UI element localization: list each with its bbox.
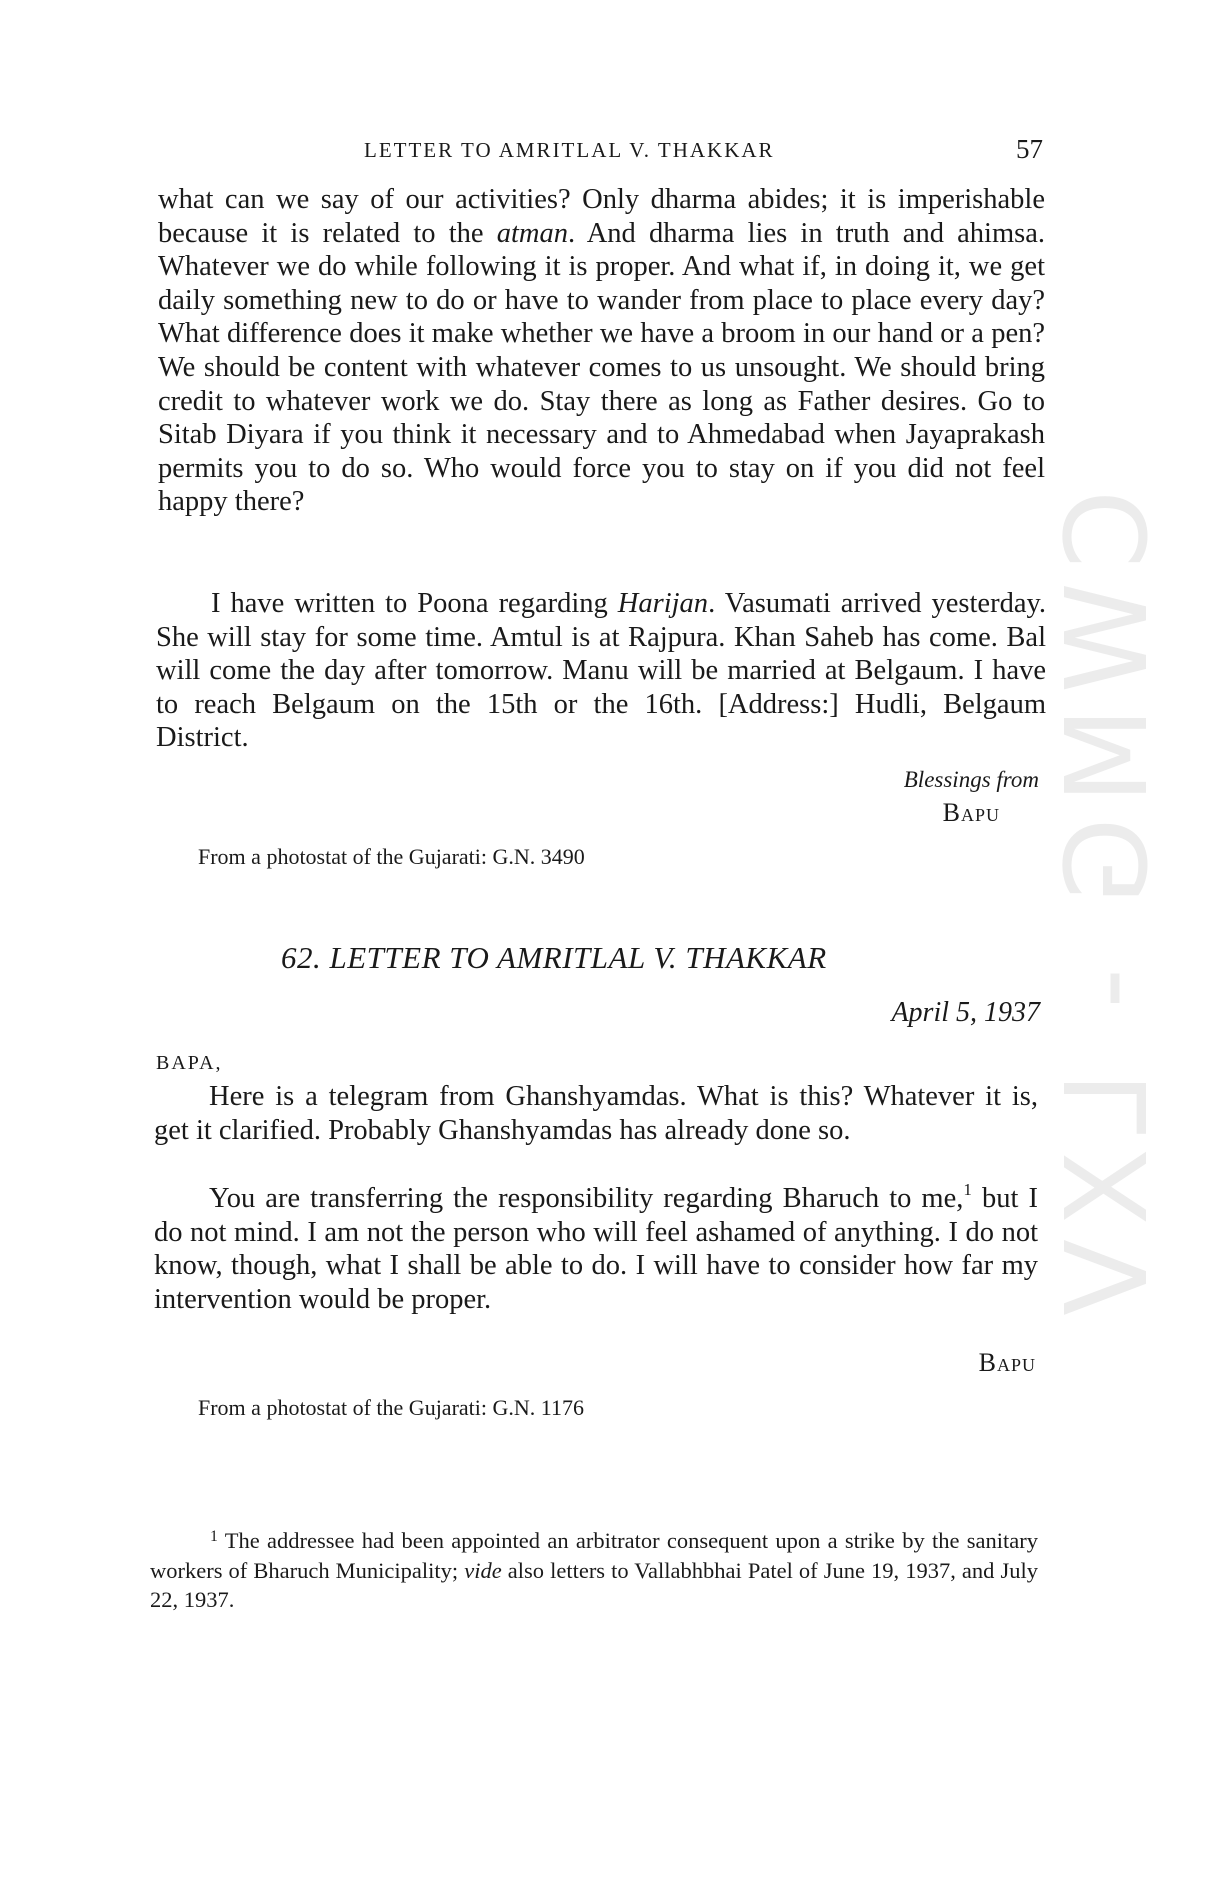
signature: Bapu [978, 1348, 1036, 1377]
letter-date: April 5, 1937 [891, 997, 1040, 1028]
footnote-marker: 1 [210, 1527, 218, 1545]
letter-paragraph-1: Here is a telegram from Ghanshyamdas. What is this? Whatever it is, get it clarified. Probably Ghanshyamdas has already done so. [154, 1081, 1038, 1146]
letter-paragraph-2: You are transferring the responsibility regarding Bharuch to me,$^1$ but I do not mind. I am not the person who will feel ashamed of anything. I do not know, though, what I shall be able to do. I will have to consider how far my intervention would be proper. [154, 1180, 1038, 1315]
source-note: From a photostat of the Gujarati: G.N. 1176 [198, 1395, 584, 1420]
running-head: LETTER TO AMRITLAL V. THAKKAR [364, 138, 775, 162]
salutation: BAPA, [156, 1052, 223, 1074]
source-note: From a photostat of the Gujarati: G.N. 3490 [198, 844, 585, 869]
previous-letter-paragraph-2: I have written to Poona regarding Harijan. Vasumati arrived yesterday. She will stay for some time. Amtul is at Rajpura. Khan Saheb has come. Bal will come the day after tomorrow. Manu will be married at Belgaum. I have to reach Belgaum on the 15th or the 16th. [Address:] Hudli, Belgaum District. [156, 588, 1046, 754]
footnote-reference[interactable]: 1 [963, 1180, 972, 1200]
page-header [0, 134, 1229, 174]
letter-title: 62. LETTER TO AMRITLAL V. THAKKAR [281, 940, 827, 975]
signature: Bapu [942, 798, 1000, 827]
page-number: 57 [1016, 134, 1043, 164]
watermark: CWMG - LXV [1043, 490, 1173, 1330]
italic-term-atman: atman [496, 217, 568, 249]
footnote: $^1$ The addressee had been appointed an arbitrator consequent upon a strike by the sanitary workers of Bharuch Municipality; vide also letters to Vallabhbhai Patel of June 19, 1937, and July 22, 1937. [150, 1527, 1038, 1612]
previous-letter-paragraph-1: what can we say of our activities? Only dharma abides; it is imperishable because it is related to the atman. And dharma lies in truth and ahimsa. Whatever we do while following it is proper. And what if, in doing it, we get daily something new to do or have to wander from place to place every day? What difference does it make whether we have a broom in our hand or a pen? We should be content with whatever comes to us unsought. We should bring credit to whatever work we do. Stay there as long as Father desires. Go to Sitab Diyara if you think it necessary and to Ahmedabad when Jayaprakash permits you to do so. Who would force you to stay on if you did not feel happy there? [158, 184, 1045, 518]
italic-term-harijan: Harijan [617, 588, 709, 619]
italic-term-vide: vide [464, 1557, 502, 1583]
closing-blessings: Blessings from [903, 767, 1039, 792]
